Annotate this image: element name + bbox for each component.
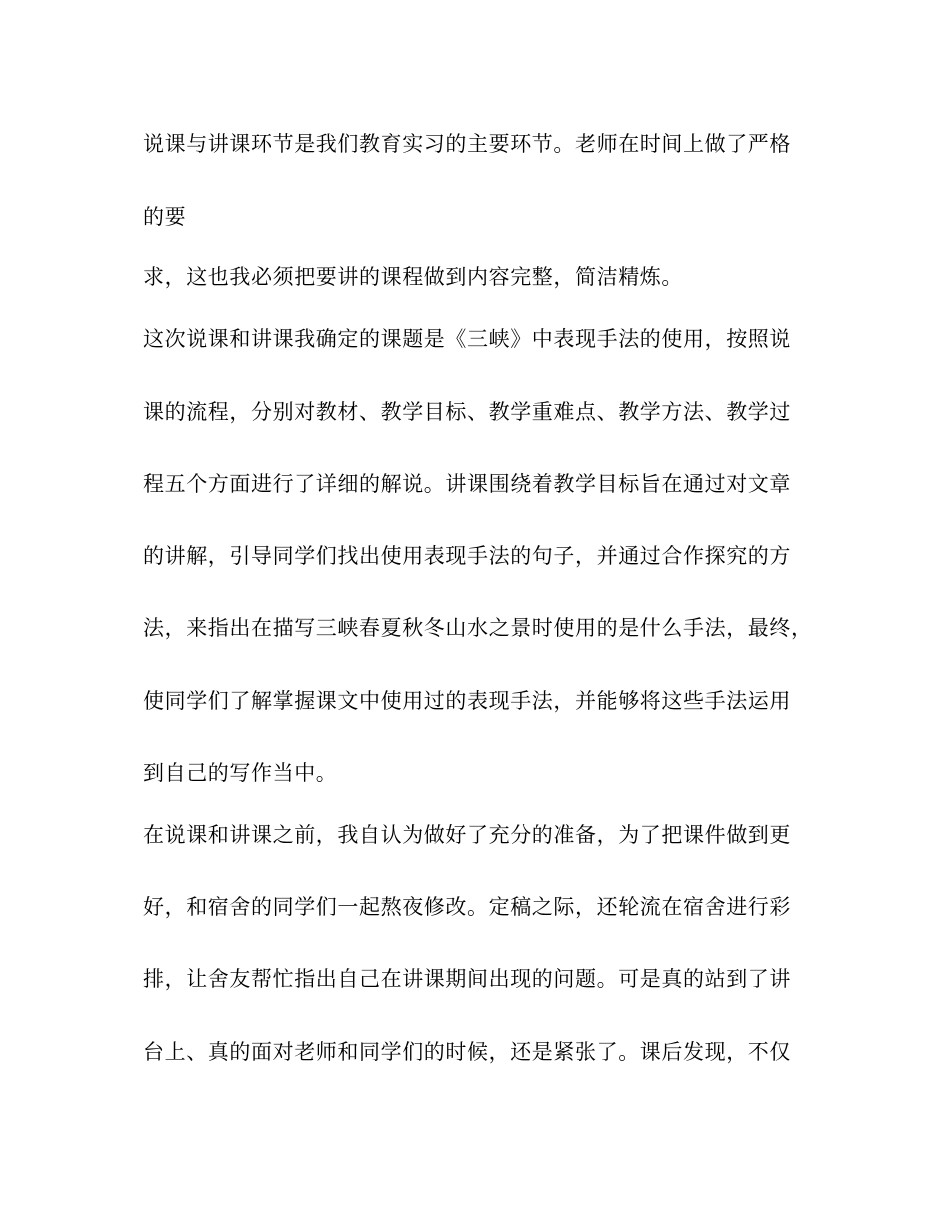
text-line: 好，和宿舍的同学们一起熬夜修改。定稿之际，还轮流在宿舍进行彩 bbox=[143, 895, 791, 919]
text-line: 到自己的写作当中。 bbox=[143, 761, 338, 785]
text-line: 台上、真的面对老师和同学们的时候，还是紧张了。课后发现，不仅 bbox=[143, 1040, 791, 1064]
text-line: 这次说课和讲课我确定的课题是《三峡》中表现手法的使用，按照说 bbox=[143, 327, 791, 351]
text-line: 的要 bbox=[143, 205, 187, 229]
text-line: 求，这也我必须把要讲的课程做到内容完整，简洁精炼。 bbox=[143, 265, 683, 289]
text-line: 使同学们了解掌握课文中使用过的表现手法，并能够将这些手法运用 bbox=[143, 689, 791, 713]
text-line: 排，让舍友帮忙指出自己在讲课期间出现的问题。可是真的站到了讲 bbox=[143, 967, 791, 991]
text-line: 在说课和讲课之前，我自认为做好了充分的准备，为了把课件做到更 bbox=[143, 823, 791, 847]
text-line: 说课与讲课环节是我们教育实习的主要环节。老师在时间上做了严格 bbox=[143, 132, 791, 156]
text-line: 课的流程，分别对教材、教学目标、教学重难点、教学方法、教学过 bbox=[143, 400, 791, 424]
text-line: 法，来指出在描写三峡春夏秋冬山水之景时使用的是什么手法，最终， bbox=[143, 616, 813, 640]
text-line: 程五个方面进行了详细的解说。讲课围绕着教学目标旨在通过对文章 bbox=[143, 472, 791, 496]
text-line: 的讲解，引导同学们找出使用表现手法的句子，并通过合作探究的方 bbox=[143, 544, 791, 568]
